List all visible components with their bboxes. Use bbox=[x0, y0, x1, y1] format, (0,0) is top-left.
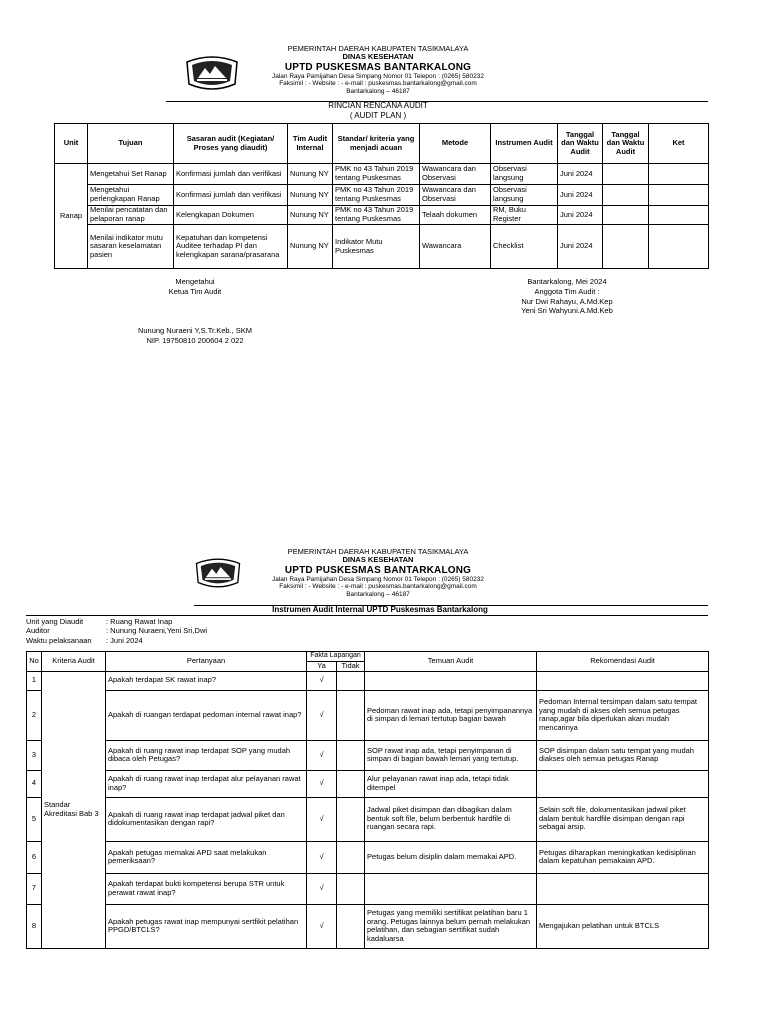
letterhead bbox=[240, 45, 516, 95]
title-underline bbox=[26, 615, 708, 616]
check-icon: √ bbox=[307, 671, 337, 690]
col-sasaran: Sasaran audit (Kegiatan/ Proses yang diaudit) bbox=[174, 124, 288, 164]
institution-name: UPTD PUSKESMAS BANTARKALONG bbox=[284, 61, 472, 73]
check-icon: √ bbox=[307, 841, 337, 873]
table-row: Ranap Mengetahui Set Ranap Konfirmasi jumlah dan verifikasi Nunung NY PMK no 43 Tahun 2019 tentang Puskesmas Wawancara dan Observasi Observasi langsung Juni 2024 bbox=[55, 164, 709, 185]
table-row: 1 Standar Akreditasi Bab 3 Apakah terdapat SK rawat inap? √ bbox=[27, 671, 709, 690]
instrument-table bbox=[26, 651, 709, 949]
col-kriteria: Kriteria Audit bbox=[42, 652, 106, 672]
check-icon: √ bbox=[307, 690, 337, 740]
col-fakta: Fakta Lapangan bbox=[307, 652, 365, 662]
table-row: 8 Apakah petugas rawat inap mempunyai sertfikit pelatihan PPGD/BTCLS? √ Petugas yang memiliki sertifikat pelatihan baru 1 orang. Petugas lainnya belum pernah melakukan pelatihan, dan sebagian sertifikat sudah kadaluarsa Mengajukan pelatihan untuk BTCLS bbox=[27, 904, 709, 948]
col-unit: Unit bbox=[55, 124, 88, 164]
table-row: 3 Apakah di ruang rawat inap terdapat SOP yang mudah dibaca oleh Petugas? √ SOP rawat inap ada, tetapi penyimpanan di simpan di bagian bawah lemari yang tertutup. SOP disimpan dalam satu tempat yang mudah diakses oleh semua petugas Ranap bbox=[27, 740, 709, 770]
check-icon: √ bbox=[307, 797, 337, 841]
col-tanggal-2: Tanggal dan Waktu Audit bbox=[603, 124, 649, 164]
sign-left-name: Nunung Nuraeni Y,S.Tr.Keb., SKM NIP. 19750810 200604 2 022 bbox=[137, 326, 253, 345]
instrument-title: Instrumen Audit Internal UPTD Puskesmas Bantarkalong bbox=[272, 605, 488, 614]
postal: Bantarkalong – 46187 bbox=[346, 87, 410, 95]
table-row: 7 Apakah terdapat bukti kompetensi berupa STR untuk perawat rawat inap? √ bbox=[27, 873, 709, 904]
check-icon: √ bbox=[307, 873, 337, 904]
col-no: No bbox=[27, 652, 42, 672]
tasikmalaya-logo bbox=[193, 556, 243, 590]
col-ya: Ya bbox=[307, 662, 337, 672]
address: Jalan Raya Pamijahan Desa Simpang Nomor 01 Telepon : (0265) 580232 bbox=[272, 72, 484, 80]
table-row: 2 Apakah di ruangan terdapat pedoman internal rawat inap? √ Pedoman rawat inap ada, tetapi penyimpanannya di simpan di lemari tertutup bagian bawah Pedoman Internal tersimpan dalam satu tempat yang mudah di akses oleh semua petugas ranap,agar bila diperlukan akan mudah mencarinya bbox=[27, 690, 709, 740]
table-row: 5 Apakah di ruang rawat inap terdapat jadwal piket dan didokumentasikan dengan rapi? √ Jadwal piket disimpan dan dibagikan dalam bentuk soft file, belum berbentuk hardfile di ruangan secara rapi. Selain soft file, dokumentasikan jadwal piket dalam bentuk hardfile disimpan dengan rapi sebagai arsip. bbox=[27, 797, 709, 841]
col-tujuan: Tujuan bbox=[88, 124, 174, 164]
check-icon: √ bbox=[307, 740, 337, 770]
col-tanggal: Tanggal dan Waktu Audit bbox=[558, 124, 603, 164]
plan-title: RINCIAN RENCANA AUDIT ( AUDIT PLAN ) bbox=[328, 101, 428, 120]
table-row: 4 Apakah di ruang rawat inap terdapat alur pelayanan rawat inap? √ Alur pelayanan rawat inap ada, tetapi tidak ditempel bbox=[27, 770, 709, 797]
unit-cell: Ranap bbox=[55, 164, 88, 269]
table-row: Menilai indikator mutu sasaran keselamatan pasien Kepatuhan dan kompetensi Auditee terhadap PI dan kelengkapan sarana/prasarana Nunung NY Indikator Mutu Puskesmas Wawancara Checklist Juni 2024 bbox=[55, 225, 709, 269]
plan-header-row bbox=[55, 124, 709, 164]
table-row: 6 Apakah petugas memakai APD saat melakukan pemeriksaan? √ Petugas belum disiplin dalam memakai APD. Petugas diharapkan meningkatkan kedisiplinan dalam kepatuhan pemakaian APD. bbox=[27, 841, 709, 873]
col-tidak: Tidak bbox=[337, 662, 365, 672]
audit-plan-table bbox=[54, 123, 709, 269]
letterhead-2: PEMERINTAH DAERAH KABUPATEN TASIKMALAYA DINAS KESEHATAN UPTD PUSKESMAS BANTARKALONG Jalan Raya Pamijahan Desa Simpang Nomor 01 Telepon : (0265) 580232 Faksimil : - Website : - e-mail : puskesmas.bantarkalong@gmail.com Bantarkalong – 46187 bbox=[272, 547, 484, 598]
col-rekomendasi: Rekomendasi Audit bbox=[537, 652, 709, 672]
table-row: Menilai pencatatan dan pelaporan ranap Kelengkapan Dokumen Nunung NY PMK no 43 Tahun 2019 tentang Puskesmas Telaah dokumen RM, Buku Register Juni 2024 bbox=[55, 206, 709, 225]
sign-right: Bantarkalong, Mei 2024 Anggota Tim Audit : Nur Dwi Rahayu, A.Md.Kep Yeni Sri Wahyuni.A.Md.Keb bbox=[521, 277, 613, 316]
col-temuan: Temuan Audit bbox=[365, 652, 537, 672]
col-instrumen: Instrumen Audit bbox=[491, 124, 558, 164]
table-row: Mengetahui perlengkapan Ranap Konfirmasi jumlah dan verifikasi Nunung NY PMK no 43 Tahun 2019 tentang Puskesmas Wawancara dan Observasi Observasi langsung Juni 2024 bbox=[55, 185, 709, 206]
col-pertanyaan: Pertanyaan bbox=[106, 652, 307, 672]
kriteria-cell: Standar Akreditasi Bab 3 bbox=[42, 671, 106, 948]
dept-name: DINAS KESEHATAN bbox=[342, 52, 414, 62]
check-icon: √ bbox=[307, 904, 337, 948]
check-icon: √ bbox=[307, 770, 337, 797]
instrument-meta: Unit yang Diaudit : Ruang Rawat Inap Auditor : Nunung Nuraeni,Yeni Sri,Dwi Waktu pelaksanaan : Juni 2024 bbox=[26, 617, 208, 645]
tasikmalaya-logo bbox=[183, 54, 241, 92]
govt-name: PEMERINTAH DAERAH KABUPATEN TASIKMALAYA bbox=[287, 44, 469, 53]
contact: Faksimil : - Website : - e-mail : puskesmas.bantarkalong@gmail.com bbox=[279, 80, 477, 88]
col-ket: Ket bbox=[649, 124, 709, 164]
sign-left-title: Mengetahui Ketua Tim Audit bbox=[168, 277, 222, 296]
col-standar: Standar/ kriteria yang menjadi acuan bbox=[333, 124, 420, 164]
col-metode: Metode bbox=[420, 124, 491, 164]
col-tim: Tim Audit Internal bbox=[288, 124, 333, 164]
